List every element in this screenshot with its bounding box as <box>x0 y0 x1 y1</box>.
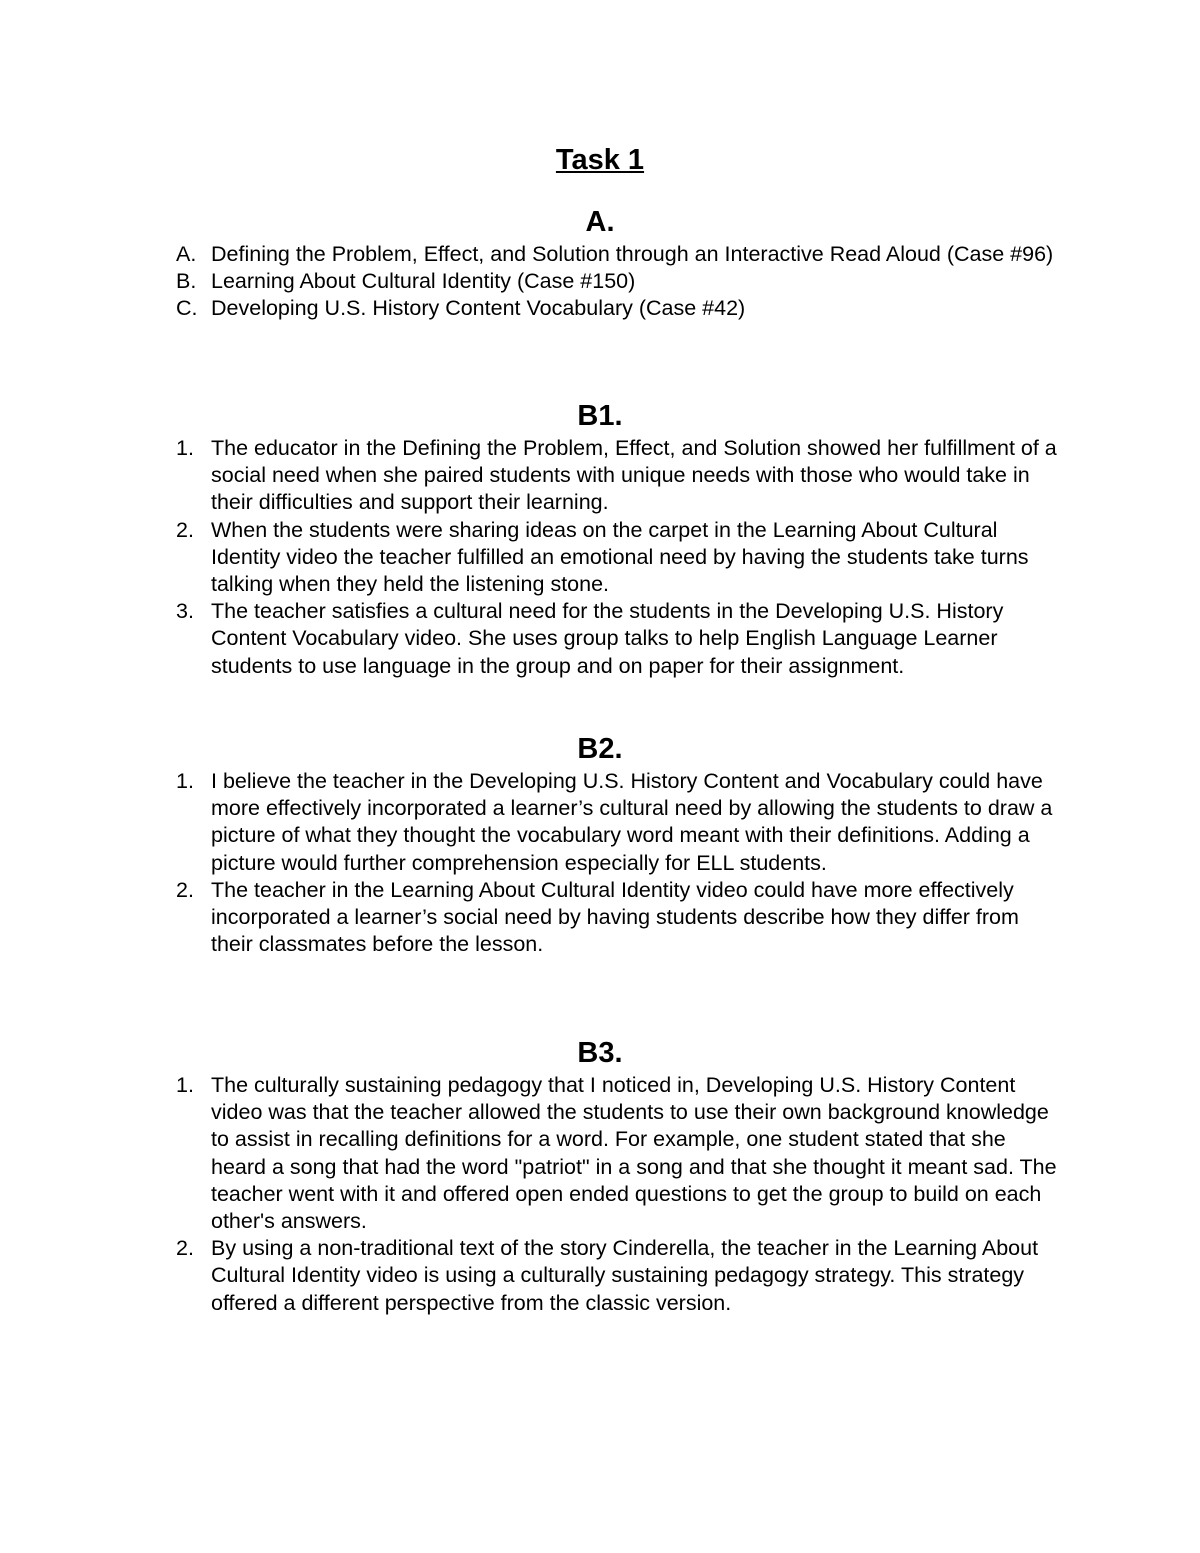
section-b3-list <box>0 1072 1200 1317</box>
list-marker: 2. <box>176 517 194 542</box>
section-b2-list <box>0 768 1200 958</box>
list-item-text: When the students were sharing ideas on the carpet in the Learning About Cultural Identity video the teacher fulfilled an emotional need by having the students take turns talking when they held the listening stone. <box>211 517 1029 597</box>
list-marker: 3. <box>176 599 194 624</box>
section-heading-a: A. <box>585 206 615 238</box>
list-item <box>0 517 1061 599</box>
list-marker: C. <box>176 296 198 321</box>
list-item-text: Defining the Problem, Effect, and Solution through an Interactive Read Aloud (Case #96) <box>211 242 1054 266</box>
list-marker: A. <box>176 242 197 266</box>
list-item-text: The teacher in the Learning About Cultural Identity video could have more effectively incorporated a learner’s social need by having students describe how they differ from their classmates before the lesson. <box>211 877 1019 957</box>
list-item <box>0 295 1061 322</box>
list-marker: 1. <box>176 1073 194 1097</box>
list-item-text: The culturally sustaining pedagogy that I noticed in, Developing U.S. History Content video was that the teacher allowed the students to use their own background knowledge to assist in recalling definitions for a word. For example, one student stated that she heard a song that had the word "patriot" in a song and that she thought it meant sad. The teacher went with it and offered open ended questions to get the group to build on each other's answers. <box>211 1073 1057 1234</box>
list-item-text: Learning About Cultural Identity (Case #150) <box>211 269 636 294</box>
list-item <box>0 598 1061 680</box>
list-marker: 1. <box>176 436 194 460</box>
list-item-text: I believe the teacher in the Developing U.S. History Content and Vocabulary could have more effectively incorporated a learner’s cultural need by allowing the students to draw a picture of what they thought the vocabulary word meant with their definitions. Adding a picture would further comprehension especially for ELL students. <box>211 769 1053 875</box>
section-b2 <box>0 730 1200 958</box>
list-item <box>0 877 1061 959</box>
list-marker: 1. <box>176 769 194 793</box>
list-marker: 2. <box>176 877 194 902</box>
list-item-text: Developing U.S. History Content Vocabulary (Case #42) <box>211 296 746 321</box>
section-a <box>0 203 1200 323</box>
list-item-text: By using a non-traditional text of the story Cinderella, the teacher in the Learning About Cultural Identity video is using a culturally sustaining pedagogy strategy. This strategy offered a different perspective from the classic version. <box>211 1236 1039 1315</box>
list-item <box>0 768 1061 877</box>
list-item <box>0 268 1061 295</box>
section-a-list <box>0 241 1200 323</box>
section-heading-b2: B2. <box>577 733 623 765</box>
section-b1-list <box>0 435 1200 680</box>
list-item-text: The educator in the Defining the Problem, Effect, and Solution showed her fulfillment of a social need when she paired students with unique needs with those who would take in their difficulties and support their learning. <box>211 436 1057 515</box>
list-item <box>0 1072 1061 1235</box>
section-heading-b3: B3. <box>577 1037 623 1069</box>
list-marker: 2. <box>176 1236 194 1261</box>
list-item <box>0 1235 1061 1317</box>
section-b3 <box>0 1034 1200 1317</box>
list-item <box>0 241 1061 268</box>
list-item-text: The teacher satisfies a cultural need for the students in the Developing U.S. History Content Vocabulary video. She uses group talks to help English Language Learner students to use language in the group and on paper for their assignment. <box>211 599 1004 678</box>
page-title: Task 1 <box>555 144 645 176</box>
section-heading-b1: B1. <box>577 400 623 432</box>
list-item <box>0 435 1061 517</box>
section-b1 <box>0 397 1200 680</box>
list-marker: B. <box>176 269 197 294</box>
